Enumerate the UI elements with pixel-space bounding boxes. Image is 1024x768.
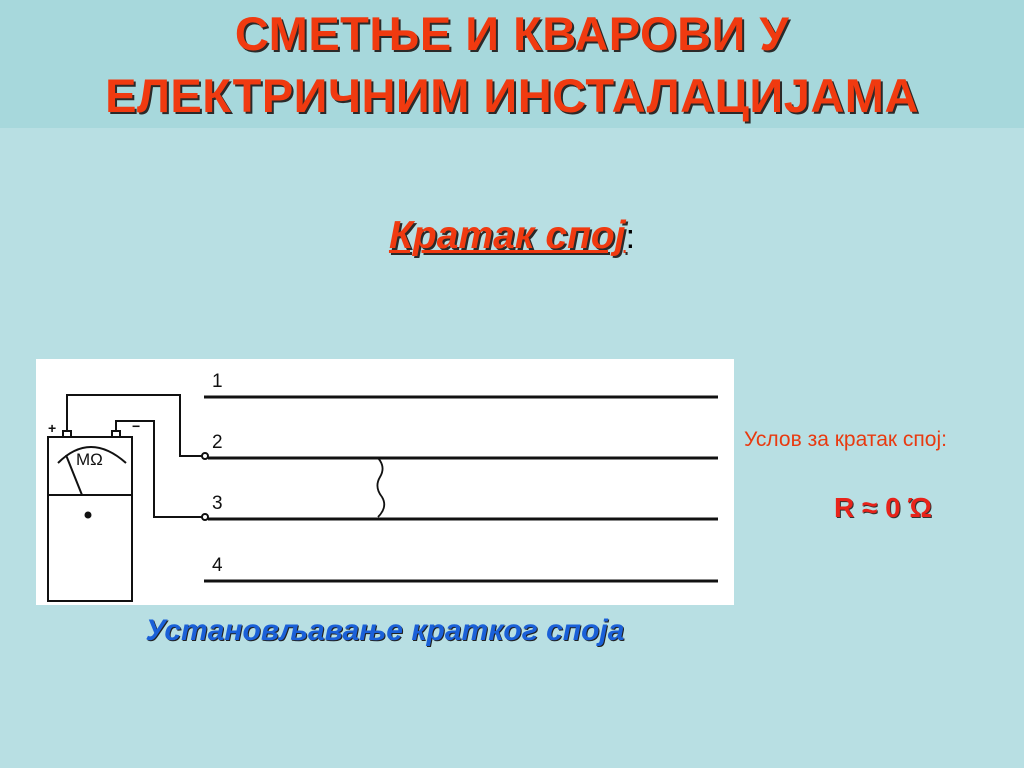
slide-title-line-2: ЕЛЕКТРИЧНИМ ИНСТАЛАЦИЈАМА <box>105 69 919 122</box>
lead-minus <box>116 421 202 517</box>
section-heading-colon: : <box>625 218 636 256</box>
meter-knob <box>86 513 91 518</box>
terminal-minus-post <box>112 431 120 437</box>
terminal-minus-label: − <box>132 418 141 434</box>
circuit-diagram <box>36 359 734 605</box>
terminal-plus-label: + <box>48 420 57 436</box>
wire-label-1: 1 <box>212 371 223 392</box>
wire-label-3: 3 <box>212 493 223 514</box>
resistance-formula: R ≈ 0 Ώ <box>834 492 932 523</box>
condition-label: Услов за кратак спој: <box>744 428 947 451</box>
short-circuit-link <box>377 458 384 517</box>
wire-2-clip <box>202 453 208 459</box>
wire-label-4: 4 <box>212 555 223 576</box>
wire-3-clip <box>202 514 208 520</box>
meter-label: MΩ <box>76 450 103 469</box>
figure-caption: Установљавање кратког споја <box>145 614 625 647</box>
circuit-figure <box>36 359 734 605</box>
section-heading <box>0 214 1024 258</box>
terminal-plus-post <box>63 431 71 437</box>
wire-label-2: 2 <box>212 432 223 453</box>
section-heading-text: Кратак спој <box>388 214 626 257</box>
slide-title-line-1: СМЕТЊЕ И КВАРОВИ У <box>234 7 790 60</box>
